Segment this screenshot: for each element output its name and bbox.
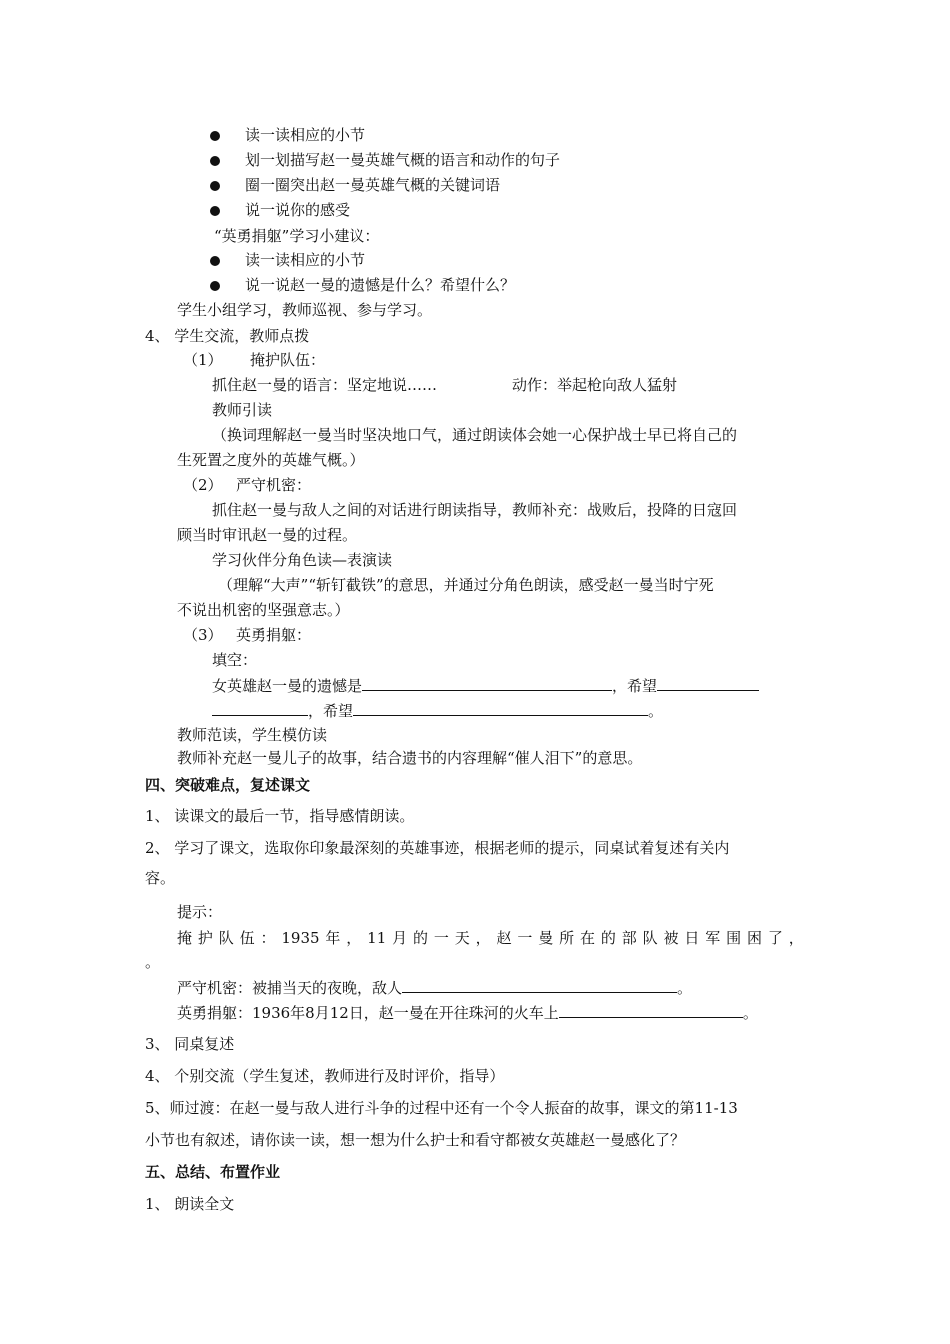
fill-line-2-mid: ，希望: [308, 702, 354, 720]
bullet-item: 说一说你的感受: [245, 201, 351, 219]
teacher-model-read: 教师范读，学生模仿读: [177, 726, 328, 744]
group-study-text: 学生小组学习，教师巡视、参与学习。: [177, 301, 433, 319]
section-4-heading: 四、突破难点，复述课文: [145, 776, 311, 794]
section-4-item-2: 2、 学习了课文，选取你印象最深刻的英雄事迹，根据老师的提示，同桌试着复述有关内: [145, 839, 730, 857]
cover-token: ，: [788, 929, 804, 947]
fill-line-1: [212, 675, 759, 696]
cover-token: 一: [517, 929, 533, 947]
section-5-heading: 五、总结、布置作业: [145, 1163, 281, 1181]
cover-token: 年: [325, 929, 341, 947]
cover-token: 月: [392, 929, 408, 947]
cover-token: 1935: [281, 929, 320, 947]
fill-line-2: [212, 700, 663, 721]
bullet-item: 划一划描写赵一曼英雄气概的语言和动作的句子: [245, 151, 561, 169]
bullet-icon: [210, 256, 220, 266]
bullet-icon: [210, 181, 220, 191]
bullet-icon: [210, 281, 220, 291]
bullet-icon: [210, 206, 220, 216]
bullet-item: 说一说赵一曼的遗憾是什么？希望什么？: [245, 276, 516, 294]
part-3-fill: 填空：: [212, 651, 258, 669]
cover-token: 军: [705, 929, 721, 947]
bullet-item: 读一读相应的小节: [245, 251, 366, 269]
cover-token: 队: [218, 929, 234, 947]
cover-token: 伍: [239, 929, 255, 947]
part-1-note-cont: 生死置之度外的英雄气概。）: [177, 451, 365, 469]
bullet-icon: [210, 156, 220, 166]
cover-token: 队: [642, 929, 658, 947]
cover-token: 部: [621, 929, 637, 947]
fill-line-2-end: 。: [648, 702, 664, 720]
part-1-action: 动作：举起枪向敌人猛射: [512, 376, 678, 394]
part-1-guide: 教师引读: [212, 401, 273, 419]
cover-token: 护: [197, 929, 213, 947]
bullet-item: 读一读相应的小节: [245, 126, 366, 144]
section-4-item-3: 3、 同桌复述: [145, 1035, 235, 1053]
part-3-title: 英勇捐躯：: [236, 626, 312, 644]
cover-token: 11: [367, 929, 387, 947]
part-2-title: 严守机密：: [236, 476, 312, 494]
cover-token: 掩: [177, 929, 193, 947]
sacrifice-hint-end: 。: [742, 1004, 758, 1022]
step-4-heading: 4、 学生交流，教师点拨: [145, 327, 310, 345]
part-3-label: （3）: [183, 626, 223, 644]
cover-token: 日: [684, 929, 700, 947]
blank-secret[interactable]: [402, 977, 677, 993]
part-1-label: （1）: [183, 351, 223, 369]
blank-sacrifice[interactable]: [559, 1002, 743, 1018]
cover-token: 了: [767, 929, 783, 947]
cover-hint-end: 。: [145, 953, 161, 971]
cover-token: 在: [580, 929, 596, 947]
secret-hint-end: 。: [677, 979, 693, 997]
cover-token: 天: [454, 929, 470, 947]
cover-token: 曼: [538, 929, 554, 947]
sacrifice-hint-line: [177, 1002, 758, 1023]
section-4-item-1: 1、 读课文的最后一节，指导感情朗读。: [145, 807, 415, 825]
cover-token: 困: [747, 929, 763, 947]
cover-token: 赵: [496, 929, 512, 947]
part-2-label: （2）: [183, 476, 223, 494]
part-2-text: 抓住赵一曼与敌人之间的对话进行朗读指导，教师补充：战败后，投降的日寇回: [212, 501, 738, 519]
hint-label: 提示：: [177, 903, 223, 921]
fill-line-1-mid: ，希望: [612, 677, 658, 695]
part-2-partner: 学习伙伴分角色读—表演读: [212, 551, 393, 569]
part-2-note-cont: 不说出机密的坚强意志。）: [177, 601, 350, 619]
section-4-item-2-cont: 容。: [145, 869, 176, 887]
cover-token: 的: [413, 929, 429, 947]
cover-token: 所: [559, 929, 575, 947]
teacher-supplement: 教师补充赵一曼儿子的故事，结合遗书的内容理解“催人泪下”的意思。: [177, 749, 643, 767]
cover-token: ，: [475, 929, 491, 947]
part-1-language: 抓住赵一曼的语言：坚定地说……: [212, 376, 438, 394]
cover-token: ，: [346, 929, 362, 947]
bullet-item: 圈一圈突出赵一曼英雄气概的关键词语: [245, 176, 501, 194]
secret-hint-prefix: 严守机密：被捕当天的夜晚，敌人: [177, 979, 403, 997]
blank-line-2[interactable]: [212, 700, 308, 716]
section-4-item-4: 4、 个别交流（学生复述，教师进行及时评价，指导）: [145, 1067, 505, 1085]
part-2-note: （理解“大声”“斩钉截铁”的意思，并通过分角色朗读，感受赵一曼当时宁死: [218, 576, 714, 594]
cover-token: 的: [600, 929, 616, 947]
fill-line-1-prefix: 女英雄赵一曼的遗憾是: [212, 677, 363, 695]
section-4-item-5-cont: 小节也有叙述，请你读一读，想一想为什么护士和看守都被女英雄赵一曼感化了？: [145, 1131, 686, 1149]
sacrifice-hint-prefix: 英勇捐躯：1936年8月12日，赵一曼在开往珠河的火车上: [177, 1004, 559, 1022]
section-5-item-1: 1、 朗读全文: [145, 1195, 235, 1213]
blank-hope-1[interactable]: [657, 675, 759, 691]
suggestion-title: “英勇捐躯”学习小建议：: [214, 227, 380, 245]
part-1-title: 掩护队伍：: [250, 351, 326, 369]
cover-token: 被: [663, 929, 679, 947]
blank-regret[interactable]: [362, 675, 612, 691]
section-4-item-5: 5、师过渡：在赵一曼与敌人进行斗争的过程中还有一个令人振奋的故事，课文的第11-13: [145, 1099, 738, 1117]
cover-token: ：: [260, 929, 276, 947]
blank-hope-2[interactable]: [353, 700, 648, 716]
part-2-text-cont: 顾当时审讯赵一曼的过程。: [177, 526, 358, 544]
part-1-note: （换词理解赵一曼当时坚决地口气，通过朗读体会她一心保护战士早已将自己的: [212, 426, 738, 444]
cover-token: 围: [726, 929, 742, 947]
cover-token: 一: [433, 929, 449, 947]
bullet-icon: [210, 131, 220, 141]
secret-hint-line: [177, 977, 692, 998]
cover-hint-line: [177, 928, 804, 948]
